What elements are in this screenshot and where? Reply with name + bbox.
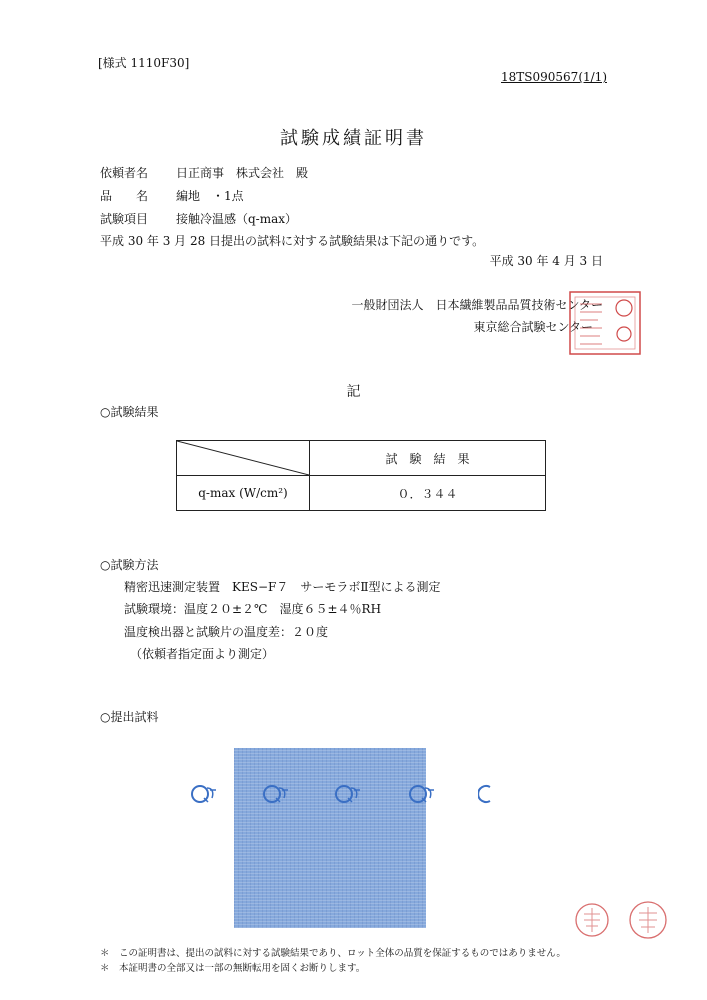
ki-heading: 記: [346, 384, 361, 400]
method-heading: ○試験方法: [100, 558, 159, 572]
qmax-value: ０．３４４: [310, 476, 546, 511]
test-label: 試験項目: [100, 212, 149, 226]
client-label: 依頼者名: [100, 166, 149, 180]
form-number: [様式 1110F30]: [98, 56, 190, 70]
sample-heading: ○提出試料: [100, 710, 159, 724]
footer-note: ＊ この証明書は、提出の試料に対する試験結果であり、ロット全体の品質を保証するものではありません。: [100, 948, 566, 959]
item-value: 編地 ・1点: [176, 189, 244, 203]
diagonal-header-cell: [177, 441, 310, 476]
result-column-header: 試 験 結 果: [310, 441, 546, 476]
item-label: 品 名: [100, 189, 149, 203]
organization-seal-stamp: [566, 288, 644, 358]
inspector-seal-stamp: [572, 900, 612, 940]
table-row: [177, 476, 546, 511]
statement-text: 平成 30 年 3 月 28 日提出の試料に対する試験結果は下記の通りです。: [100, 234, 485, 248]
qtec-mark-icon: [408, 782, 438, 806]
page-title: 試験成績証明書: [280, 128, 427, 149]
document-number: 18TS090567(1/1): [501, 70, 607, 84]
qtec-mark-icon: [190, 782, 220, 806]
qmax-label: q-max (W/cm²): [177, 476, 310, 511]
method-line: 温度検出器と試験片の温度差：２０度: [124, 625, 329, 639]
issuer-organization: 一般財団法人 日本繊維製品品質技術センター: [351, 298, 603, 312]
method-line: 精密迅速測定装置 KES−F７ サーモラボⅡ型による測定: [124, 580, 441, 594]
approver-seal-stamp: [626, 898, 670, 942]
client-value: 日正商事 株式会社 殿: [176, 166, 309, 180]
method-line: （依頼者指定面より測定）: [130, 647, 275, 661]
qtec-mark-icon-partial: [478, 782, 508, 806]
footer-note: ＊ 本証明書の全部又は一部の無断転用を固くお断りします。: [100, 963, 366, 974]
issuer-branch: 東京総合試験センター: [473, 320, 593, 334]
qtec-mark-icon: [262, 782, 292, 806]
method-line: 試験環境：温度２０±２℃ 湿度６５±４％RH: [124, 602, 382, 616]
results-heading: ○試験結果: [100, 405, 159, 419]
issue-date: 平成 30 年 4 月 3 日: [489, 254, 603, 268]
fabric-sample-image: [234, 748, 426, 928]
results-table: [176, 440, 546, 511]
test-value: 接触冷温感（q-max）: [176, 212, 298, 226]
table-header-row: [177, 441, 546, 476]
qtec-mark-icon: [334, 782, 364, 806]
